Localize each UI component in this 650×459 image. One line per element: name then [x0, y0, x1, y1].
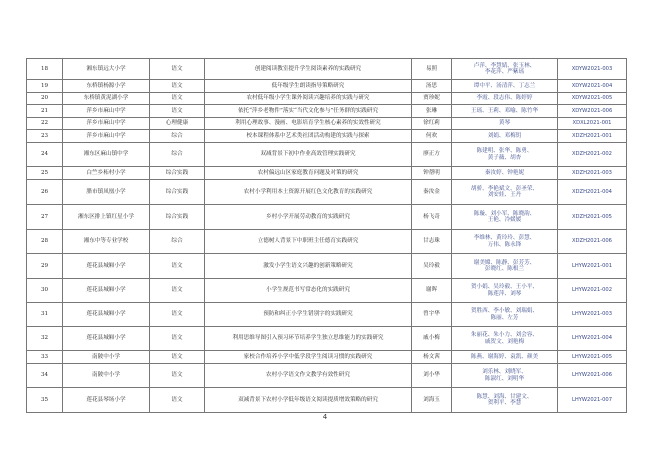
- leader-cell: 刘海玉: [412, 388, 452, 413]
- leader-cell: 甘志珠: [412, 230, 452, 254]
- project-code-cell: LHYW2021-006: [558, 364, 627, 388]
- project-title-cell: 小学生规范书写常态化的实践研究: [205, 279, 412, 303]
- table-row: [27, 327, 627, 351]
- table-row: [27, 118, 627, 130]
- project-code-cell: XDYW2021-006: [558, 105, 627, 118]
- table-row: [27, 364, 627, 388]
- subject-cell: 语文: [150, 351, 205, 364]
- row-number: 27: [27, 205, 63, 230]
- project-code-cell: LHYW2021-005: [558, 351, 627, 364]
- subject-cell: 综合实践: [150, 167, 205, 180]
- row-number: 34: [27, 364, 63, 388]
- subject-cell: 综合: [150, 143, 205, 167]
- subject-cell: 综合: [150, 230, 205, 254]
- project-code-cell: XDXL2021-001: [558, 118, 627, 130]
- members-cell: 陈慧、刘海、甘建文、 贺利平、李慧: [452, 388, 558, 413]
- members-cell: 刘乐林、刘晓军、 陈淑红、刘明华: [452, 364, 558, 388]
- school-cell: 东桥镇黄泥湖小学: [63, 93, 150, 105]
- project-code-cell: LHYW2021-007: [558, 388, 627, 413]
- subject-cell: 心理健康: [150, 118, 205, 130]
- row-number: 32: [27, 327, 63, 351]
- members-cell: 李维林、黄玲玲、彭慧、 万伟、陈永锋: [452, 230, 558, 254]
- row-number: 24: [27, 143, 63, 167]
- school-cell: 莲花县琴场小学: [63, 388, 150, 413]
- school-cell: 南陂中小学: [63, 364, 150, 388]
- members-cell: 谭中平、汤清萍、丁志兰: [452, 80, 558, 93]
- subject-cell: 语文: [150, 105, 205, 118]
- subject-cell: 语文: [150, 364, 205, 388]
- leader-cell: 徐红莉: [412, 118, 452, 130]
- school-cell: 东桥镇杨源小学: [63, 80, 150, 93]
- table-row: [27, 93, 627, 105]
- project-title-cell: 依托“萍乡老物件”落实“当代文化参与”任务群的实践研究: [205, 105, 412, 118]
- subject-cell: 语文: [150, 388, 205, 413]
- project-title-cell: 利用心理故事、漫画、电影培育学生核心素养的实效性研究: [205, 118, 412, 130]
- project-title-cell: 农村偏远山区家庭教育问题及对策的研究: [205, 167, 412, 180]
- project-title-cell: 校本课程体系中艺术类社团活动构建的实践与探索: [205, 130, 412, 143]
- project-title-cell: 乡村小学开展劳动教育的实践研究: [205, 205, 412, 230]
- members-cell: 贺小娟、吴玲毅、王小平、 陈莲萍、刘琴: [452, 279, 558, 303]
- members-cell: 黄琴: [452, 118, 558, 130]
- members-cell: 秦汝婷、钟艳妮: [452, 167, 558, 180]
- leader-cell: 张琳: [412, 105, 452, 118]
- school-cell: 湘东镇远大小学: [63, 59, 150, 80]
- table-row: [27, 205, 627, 230]
- school-cell: 莲花县城厢小学: [63, 327, 150, 351]
- subject-cell: 综合实践: [150, 205, 205, 230]
- row-number: 35: [27, 388, 63, 413]
- members-cell: 陈璇、刘小军、陈晓韵、 王艳、冷媛媛: [452, 205, 558, 230]
- project-code-cell: LHYW2021-004: [558, 327, 627, 351]
- school-cell: 湘东中等专业学校: [63, 230, 150, 254]
- subject-cell: 综合: [150, 130, 205, 143]
- leader-cell: 谢晖: [412, 279, 452, 303]
- project-code-cell: XDZH2021-004: [558, 180, 627, 205]
- subject-cell: 语文: [150, 93, 205, 105]
- project-title-cell: 低年级学生朗读指导策略研究: [205, 80, 412, 93]
- project-code-cell: LHYW2021-002: [558, 279, 627, 303]
- school-cell: 莲花县城厢小学: [63, 303, 150, 327]
- table-row: [27, 388, 627, 413]
- project-title-cell: 立德树人背景下中职班主任德育实践研究: [205, 230, 412, 254]
- project-title-cell: 农村低年级小学生课外阅读兴趣培养的实践与研究: [205, 93, 412, 105]
- project-code-cell: XDZH2021-006: [558, 230, 627, 254]
- leader-cell: 易照: [412, 59, 452, 80]
- leader-cell: 吴玲毅: [412, 254, 452, 279]
- project-title-cell: 双减背景下初中作业高效管理实践研究: [205, 143, 412, 167]
- table-row: [27, 254, 627, 279]
- school-cell: 莲花县城厢小学: [63, 279, 150, 303]
- project-title-cell: 农村小学利用本土资源开展红色文化教育的实践研究: [205, 180, 412, 205]
- row-number: 19: [27, 80, 63, 93]
- school-cell: 萍乡市麻山中学: [63, 118, 150, 130]
- school-cell: 萍乡市麻山中学: [63, 105, 150, 118]
- row-number: 26: [27, 180, 63, 205]
- members-cell: 王瑶、王莉、邓喻、陈竹华: [452, 105, 558, 118]
- school-cell: 湘东区麻山镇中学: [63, 143, 150, 167]
- members-cell: 朱丽花、朱小力、刘会容、 戚贺文、刘艳梅: [452, 327, 558, 351]
- project-code-cell: LHYW2021-001: [558, 254, 627, 279]
- table-row: [27, 105, 627, 118]
- members-cell: 胡骄、李艳斌文、彭圣荣、 刘安娃、王丹: [452, 180, 558, 205]
- project-title-cell: 双减背景下农村小学低年级语文阅读提质增效策略的研究: [205, 388, 412, 413]
- leader-cell: 刘小华: [412, 364, 452, 388]
- table-row: [27, 230, 627, 254]
- school-cell: 萍乡市麻山中学: [63, 130, 150, 143]
- members-cell: 陈建明、张华、陈勇、 黄子薇、胡杏: [452, 143, 558, 167]
- school-cell: 腊市镇凤凰小学: [63, 180, 150, 205]
- leader-cell: 杨文茜: [412, 351, 452, 364]
- project-code-cell: XDZH2021-005: [558, 205, 627, 230]
- leader-cell: 戚小梅: [412, 327, 452, 351]
- project-title-cell: 预防和纠正小学生错别字的实践研究: [205, 303, 412, 327]
- project-code-cell: XDZH2021-001: [558, 130, 627, 143]
- table-row: [27, 59, 627, 80]
- project-title-cell: 农村小学语文作文教学有效性研究: [205, 364, 412, 388]
- row-number: 33: [27, 351, 63, 364]
- table-row: [27, 130, 627, 143]
- table-row: [27, 351, 627, 364]
- table-row: [27, 167, 627, 180]
- members-cell: 李霞、段志伟、陈婷婷: [452, 93, 558, 105]
- leader-cell: 贾珍妮: [412, 93, 452, 105]
- leader-cell: 曾宇华: [412, 303, 452, 327]
- project-table: [26, 58, 627, 413]
- subject-cell: 语文: [150, 303, 205, 327]
- leader-cell: 秦汝金: [412, 180, 452, 205]
- project-title-cell: 创建阅读教室提升学生阅读素养的实践研究: [205, 59, 412, 80]
- row-number: 21: [27, 105, 63, 118]
- school-cell: 湘东区排上镇红星小学: [63, 205, 150, 230]
- row-number: 23: [27, 130, 63, 143]
- members-cell: 卢萍、李慧婧、张玉林、 李花萍、严紫瑶: [452, 59, 558, 80]
- row-number: 22: [27, 118, 63, 130]
- row-number: 18: [27, 59, 63, 80]
- page-number: 4: [322, 413, 328, 421]
- subject-cell: 语文: [150, 59, 205, 80]
- leader-cell: 汤思: [412, 80, 452, 93]
- row-number: 28: [27, 230, 63, 254]
- subject-cell: 语文: [150, 327, 205, 351]
- row-number: 29: [27, 254, 63, 279]
- school-cell: 莲花县城厢小学: [63, 254, 150, 279]
- table-row: [27, 80, 627, 93]
- project-code-cell: XDYW2021-005: [558, 93, 627, 105]
- row-number: 25: [27, 167, 63, 180]
- subject-cell: 语文: [150, 279, 205, 303]
- leader-cell: 杨飞奇: [412, 205, 452, 230]
- subject-cell: 综合实践: [150, 180, 205, 205]
- members-cell: 谢美嫦、陈静、彭芳芳、 彭晓红、陈根兰: [452, 254, 558, 279]
- members-cell: 贺胜西、李小敏、刘瑞娟、 陈丽、左芳: [452, 303, 558, 327]
- project-code-cell: XDYW2021-004: [558, 80, 627, 93]
- subject-cell: 语文: [150, 80, 205, 93]
- leader-cell: 钟帮明: [412, 167, 452, 180]
- school-cell: 白竺乡柘村小学: [63, 167, 150, 180]
- row-number: 31: [27, 303, 63, 327]
- members-cell: 陈燕、谢海婷、袁凯、颜美: [452, 351, 558, 364]
- table-row: [27, 143, 627, 167]
- school-cell: 南陂中小学: [63, 351, 150, 364]
- project-code-cell: XDZH2021-003: [558, 167, 627, 180]
- table-row: [27, 303, 627, 327]
- project-title-cell: 家校合作培养小学中低学段学生阅读习惯的实践研究: [205, 351, 412, 364]
- table-row: [27, 279, 627, 303]
- project-title-cell: 利用思维导图引入预习环节培养学生独立思维能力的实践研究: [205, 327, 412, 351]
- project-title-cell: 激发小学生语文兴趣的创新策略研究: [205, 254, 412, 279]
- table-row: [27, 180, 627, 205]
- row-number: 20: [27, 93, 63, 105]
- members-cell: 刘娟、邓梅钥: [452, 130, 558, 143]
- leader-cell: 廖正方: [412, 143, 452, 167]
- project-code-cell: XDZH2021-002: [558, 143, 627, 167]
- leader-cell: 何欢: [412, 130, 452, 143]
- row-number: 30: [27, 279, 63, 303]
- project-code-cell: LHYW2021-003: [558, 303, 627, 327]
- project-code-cell: XDYW2021-003: [558, 59, 627, 80]
- subject-cell: 语文: [150, 254, 205, 279]
